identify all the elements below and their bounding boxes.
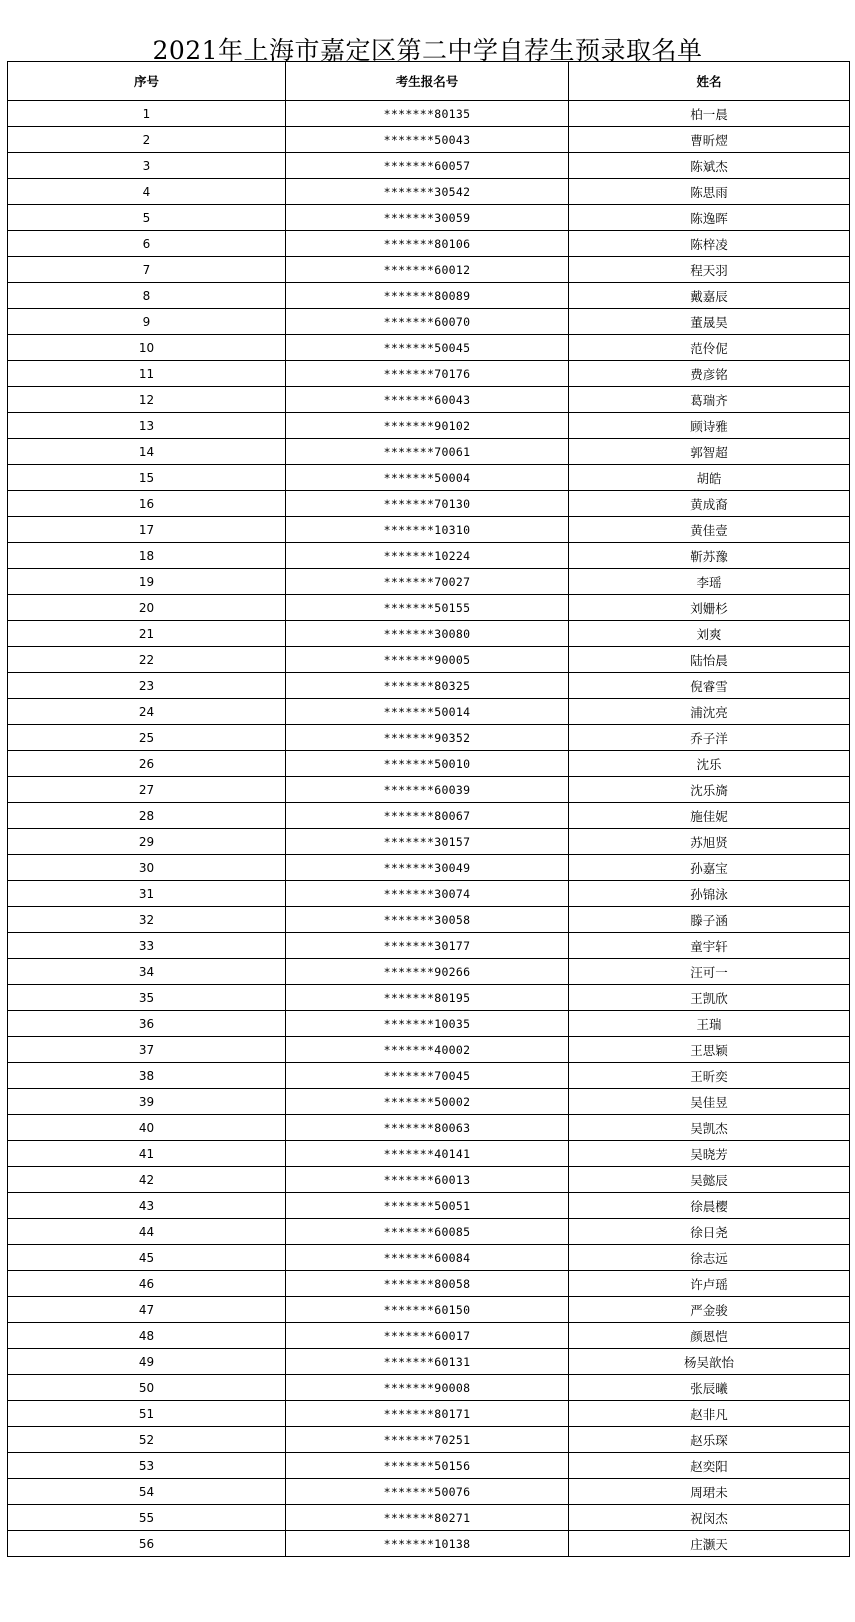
student-name-cell: 童宇轩 [569,933,850,959]
table-row [8,1349,850,1375]
table-row [8,465,850,491]
student-name-cell: 刘爽 [569,621,850,647]
student-name-cell: 孙嘉宝 [569,855,850,881]
serial-number-cell: 44 [8,1219,286,1245]
registration-number-cell: *******30074 [286,881,569,907]
student-name-cell: 施佳妮 [569,803,850,829]
registration-number-cell: *******80106 [286,231,569,257]
student-name-cell: 靳苏豫 [569,543,850,569]
student-name-cell: 费彦铭 [569,361,850,387]
table-row [8,569,850,595]
serial-number-cell: 43 [8,1193,286,1219]
table-row [8,1375,850,1401]
serial-number-cell: 21 [8,621,286,647]
table-row [8,1011,850,1037]
student-name-cell: 赵奕阳 [569,1453,850,1479]
registration-number-cell: *******60150 [286,1297,569,1323]
registration-number-cell: *******70061 [286,439,569,465]
serial-number-cell: 18 [8,543,286,569]
serial-number-cell: 22 [8,647,286,673]
serial-number-cell: 52 [8,1427,286,1453]
registration-number-cell: *******90102 [286,413,569,439]
registration-number-cell: *******80067 [286,803,569,829]
table-row [8,1479,850,1505]
registration-number-cell: *******50010 [286,751,569,777]
student-name-cell: 李瑶 [569,569,850,595]
registration-number-cell: *******60057 [286,153,569,179]
student-name-cell: 王瑞 [569,1011,850,1037]
registration-number-cell: *******80195 [286,985,569,1011]
table-row [8,751,850,777]
registration-number-cell: *******10310 [286,517,569,543]
table-row [8,127,850,153]
registration-number-cell: *******60043 [286,387,569,413]
serial-number-cell: 32 [8,907,286,933]
serial-number-cell: 54 [8,1479,286,1505]
table-row [8,803,850,829]
student-name-cell: 董晟昊 [569,309,850,335]
table-row [8,543,850,569]
serial-number-cell: 16 [8,491,286,517]
registration-number-cell: *******10138 [286,1531,569,1557]
student-name-cell: 陈梓凌 [569,231,850,257]
student-name-cell: 王昕奕 [569,1063,850,1089]
registration-number-cell: *******50076 [286,1479,569,1505]
serial-number-cell: 6 [8,231,286,257]
registration-number-cell: *******90352 [286,725,569,751]
table-row [8,829,850,855]
student-name-cell: 乔子洋 [569,725,850,751]
header-serial-number: 序号 [8,62,286,101]
table-row [8,413,850,439]
registration-number-cell: *******60131 [286,1349,569,1375]
registration-number-cell: *******30177 [286,933,569,959]
serial-number-cell: 56 [8,1531,286,1557]
serial-number-cell: 27 [8,777,286,803]
serial-number-cell: 36 [8,1011,286,1037]
registration-number-cell: *******80089 [286,283,569,309]
table-row [8,1453,850,1479]
admission-list-table [7,61,850,1557]
table-row [8,153,850,179]
table-row [8,387,850,413]
student-name-cell: 吴凯杰 [569,1115,850,1141]
serial-number-cell: 33 [8,933,286,959]
table-row [8,699,850,725]
student-name-cell: 范伶伲 [569,335,850,361]
student-name-cell: 陈思雨 [569,179,850,205]
table-row [8,777,850,803]
registration-number-cell: *******50002 [286,1089,569,1115]
table-row [8,1219,850,1245]
registration-number-cell: *******80271 [286,1505,569,1531]
table-row [8,491,850,517]
table-row [8,647,850,673]
student-name-cell: 陆怡晨 [569,647,850,673]
serial-number-cell: 19 [8,569,286,595]
registration-number-cell: *******80135 [286,101,569,127]
table-row [8,283,850,309]
registration-number-cell: *******90266 [286,959,569,985]
serial-number-cell: 28 [8,803,286,829]
registration-number-cell: *******30157 [286,829,569,855]
registration-number-cell: *******60039 [286,777,569,803]
student-name-cell: 倪睿雪 [569,673,850,699]
student-name-cell: 刘姗杉 [569,595,850,621]
serial-number-cell: 39 [8,1089,286,1115]
serial-number-cell: 1 [8,101,286,127]
table-header-row [8,62,850,101]
serial-number-cell: 23 [8,673,286,699]
serial-number-cell: 29 [8,829,286,855]
student-name-cell: 沈乐旖 [569,777,850,803]
student-name-cell: 滕子涵 [569,907,850,933]
student-name-cell: 陈斌杰 [569,153,850,179]
table-row [8,257,850,283]
registration-number-cell: *******50155 [286,595,569,621]
student-name-cell: 徐志远 [569,1245,850,1271]
registration-number-cell: *******50004 [286,465,569,491]
table-row [8,907,850,933]
student-name-cell: 赵非凡 [569,1401,850,1427]
serial-number-cell: 10 [8,335,286,361]
registration-number-cell: *******80063 [286,1115,569,1141]
student-name-cell: 汪可一 [569,959,850,985]
student-name-cell: 庄灏天 [569,1531,850,1557]
student-name-cell: 王思颖 [569,1037,850,1063]
registration-number-cell: *******70251 [286,1427,569,1453]
student-name-cell: 柏一晨 [569,101,850,127]
serial-number-cell: 41 [8,1141,286,1167]
serial-number-cell: 37 [8,1037,286,1063]
table-row [8,1531,850,1557]
table-row [8,205,850,231]
student-name-cell: 沈乐 [569,751,850,777]
student-name-cell: 顾诗雅 [569,413,850,439]
registration-number-cell: *******10035 [286,1011,569,1037]
table-row [8,881,850,907]
registration-number-cell: *******70130 [286,491,569,517]
table-row [8,439,850,465]
table-row [8,1401,850,1427]
table-row [8,985,850,1011]
serial-number-cell: 13 [8,413,286,439]
student-name-cell: 祝闵杰 [569,1505,850,1531]
serial-number-cell: 5 [8,205,286,231]
serial-number-cell: 51 [8,1401,286,1427]
registration-number-cell: *******90005 [286,647,569,673]
registration-number-cell: *******30542 [286,179,569,205]
student-name-cell: 葛瑞齐 [569,387,850,413]
table-body [8,101,850,1557]
registration-number-cell: *******80325 [286,673,569,699]
registration-number-cell: *******70027 [286,569,569,595]
serial-number-cell: 50 [8,1375,286,1401]
student-name-cell: 赵乐琛 [569,1427,850,1453]
serial-number-cell: 17 [8,517,286,543]
table-row [8,595,850,621]
serial-number-cell: 12 [8,387,286,413]
header-student-name: 姓名 [569,62,850,101]
serial-number-cell: 40 [8,1115,286,1141]
registration-number-cell: *******50043 [286,127,569,153]
serial-number-cell: 8 [8,283,286,309]
student-name-cell: 吴懿辰 [569,1167,850,1193]
registration-number-cell: *******50014 [286,699,569,725]
table-row [8,1323,850,1349]
registration-number-cell: *******60013 [286,1167,569,1193]
student-name-cell: 程天羽 [569,257,850,283]
registration-number-cell: *******30049 [286,855,569,881]
registration-number-cell: *******50156 [286,1453,569,1479]
registration-number-cell: *******30080 [286,621,569,647]
serial-number-cell: 7 [8,257,286,283]
table-row [8,1167,850,1193]
student-name-cell: 张辰曦 [569,1375,850,1401]
table-row [8,179,850,205]
table-row [8,517,850,543]
table-row [8,101,850,127]
table-row [8,1297,850,1323]
registration-number-cell: *******60084 [286,1245,569,1271]
registration-number-cell: *******70176 [286,361,569,387]
table-row [8,1063,850,1089]
serial-number-cell: 4 [8,179,286,205]
serial-number-cell: 14 [8,439,286,465]
table-row [8,1089,850,1115]
serial-number-cell: 30 [8,855,286,881]
student-name-cell: 孙锦泳 [569,881,850,907]
header-registration-number: 考生报名号 [286,62,569,101]
table-row [8,673,850,699]
student-name-cell: 吴晓芳 [569,1141,850,1167]
serial-number-cell: 9 [8,309,286,335]
serial-number-cell: 3 [8,153,286,179]
serial-number-cell: 49 [8,1349,286,1375]
registration-number-cell: *******60070 [286,309,569,335]
table-row [8,1115,850,1141]
table-row [8,309,850,335]
serial-number-cell: 34 [8,959,286,985]
serial-number-cell: 55 [8,1505,286,1531]
student-name-cell: 陈逸晖 [569,205,850,231]
student-name-cell: 戴嘉辰 [569,283,850,309]
serial-number-cell: 42 [8,1167,286,1193]
serial-number-cell: 48 [8,1323,286,1349]
table-row [8,1037,850,1063]
serial-number-cell: 25 [8,725,286,751]
serial-number-cell: 11 [8,361,286,387]
serial-number-cell: 15 [8,465,286,491]
registration-number-cell: *******40141 [286,1141,569,1167]
student-name-cell: 黄成裔 [569,491,850,517]
serial-number-cell: 46 [8,1271,286,1297]
table-row [8,335,850,361]
serial-number-cell: 35 [8,985,286,1011]
student-name-cell: 徐日尧 [569,1219,850,1245]
student-name-cell: 杨吴歆怡 [569,1349,850,1375]
serial-number-cell: 31 [8,881,286,907]
table-row [8,855,850,881]
registration-number-cell: *******60085 [286,1219,569,1245]
table-row [8,1271,850,1297]
student-name-cell: 王凯欣 [569,985,850,1011]
student-name-cell: 郭智超 [569,439,850,465]
serial-number-cell: 45 [8,1245,286,1271]
student-name-cell: 严金骏 [569,1297,850,1323]
page-title: 2021年上海市嘉定区第二中学自荐生预录取名单 [152,35,703,65]
table-row [8,361,850,387]
registration-number-cell: *******50045 [286,335,569,361]
student-name-cell: 苏旭贤 [569,829,850,855]
student-name-cell: 吴佳昱 [569,1089,850,1115]
serial-number-cell: 26 [8,751,286,777]
table-row [8,1245,850,1271]
serial-number-cell: 47 [8,1297,286,1323]
table-row [8,621,850,647]
registration-number-cell: *******50051 [286,1193,569,1219]
student-name-cell: 浦沈亮 [569,699,850,725]
registration-number-cell: *******30059 [286,205,569,231]
student-name-cell: 曹昕熤 [569,127,850,153]
table-row [8,725,850,751]
table-row [8,959,850,985]
student-name-cell: 许卢瑶 [569,1271,850,1297]
registration-number-cell: *******70045 [286,1063,569,1089]
table-row [8,1505,850,1531]
student-name-cell: 胡皓 [569,465,850,491]
serial-number-cell: 20 [8,595,286,621]
table-row [8,1427,850,1453]
student-name-cell: 徐晨樱 [569,1193,850,1219]
registration-number-cell: *******80171 [286,1401,569,1427]
registration-number-cell: *******90008 [286,1375,569,1401]
registration-number-cell: *******80058 [286,1271,569,1297]
table-row [8,1141,850,1167]
table-row [8,933,850,959]
registration-number-cell: *******10224 [286,543,569,569]
table-row [8,1193,850,1219]
student-name-cell: 周珺未 [569,1479,850,1505]
registration-number-cell: *******30058 [286,907,569,933]
student-name-cell: 黄佳壹 [569,517,850,543]
student-name-cell: 颜恩恺 [569,1323,850,1349]
serial-number-cell: 53 [8,1453,286,1479]
serial-number-cell: 24 [8,699,286,725]
serial-number-cell: 2 [8,127,286,153]
table-row [8,231,850,257]
registration-number-cell: *******60012 [286,257,569,283]
serial-number-cell: 38 [8,1063,286,1089]
registration-number-cell: *******60017 [286,1323,569,1349]
registration-number-cell: *******40002 [286,1037,569,1063]
